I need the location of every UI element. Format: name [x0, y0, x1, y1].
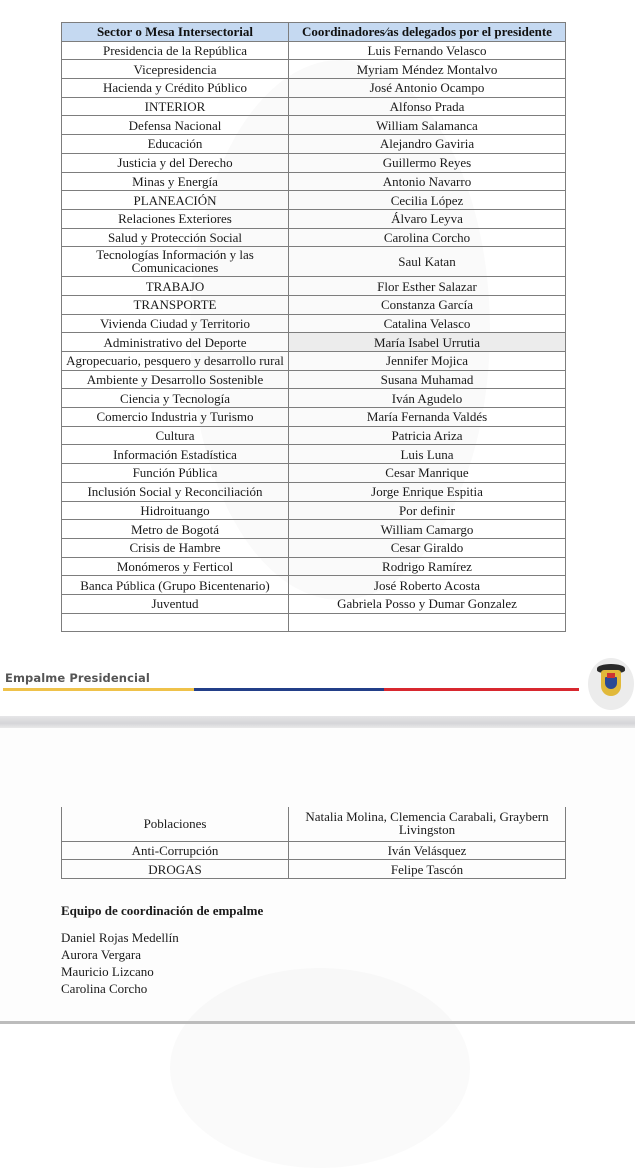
- sector-cell: Información Estadística: [62, 445, 289, 464]
- sector-cell: Crisis de Hambre: [62, 538, 289, 557]
- sector-cell: Minas y Energía: [62, 172, 289, 191]
- coordinators-table: [61, 22, 566, 632]
- sector-cell: Defensa Nacional: [62, 116, 289, 135]
- coordinator-cell: Iván Velásquez: [289, 841, 566, 860]
- sector-cell: Ambiente y Desarrollo Sostenible: [62, 370, 289, 389]
- coordinator-cell: Rodrigo Ramírez: [289, 557, 566, 576]
- sector-cell: Metro de Bogotá: [62, 520, 289, 539]
- table-header-row: [62, 23, 566, 42]
- coordinator-cell: José Antonio Ocampo: [289, 79, 566, 98]
- header-coordinator: Coordinadores⁄as delegados por el presidente: [289, 23, 566, 42]
- table-row: [62, 135, 566, 154]
- sector-cell: Vicepresidencia: [62, 60, 289, 79]
- coordinator-cell: Catalina Velasco: [289, 314, 566, 333]
- sector-cell: Poblaciones: [62, 807, 289, 841]
- table-row: [62, 501, 566, 520]
- coordinator-cell: Álvaro Leyva: [289, 209, 566, 228]
- coordinator-cell: Myriam Méndez Montalvo: [289, 60, 566, 79]
- team-member: Daniel Rojas Medellín: [61, 930, 179, 945]
- table-row: [62, 228, 566, 247]
- sector-cell: Inclusión Social y Reconciliación: [62, 482, 289, 501]
- coordinator-cell: Patricia Ariza: [289, 426, 566, 445]
- sector-cell: Vivienda Ciudad y Territorio: [62, 314, 289, 333]
- team-member-list: [61, 929, 179, 997]
- coordinator-cell: Iván Agudelo: [289, 389, 566, 408]
- coordinator-cell: María Fernanda Valdés: [289, 408, 566, 427]
- coordinator-cell: Luis Fernando Velasco: [289, 41, 566, 60]
- sector-cell: Juventud: [62, 594, 289, 613]
- coordinator-cell: Gabriela Posso y Dumar Gonzalez: [289, 594, 566, 613]
- team-member: Aurora Vergara: [61, 947, 142, 962]
- sector-cell: Presidencia de la República: [62, 41, 289, 60]
- table-row: [62, 153, 566, 172]
- table-row-empty: [62, 613, 566, 632]
- table-row: [62, 445, 566, 464]
- sector-cell: Comercio Industria y Turismo: [62, 408, 289, 427]
- table-row: [62, 408, 566, 427]
- coordinator-cell: William Salamanca: [289, 116, 566, 135]
- sector-cell: Ciencia y Tecnología: [62, 389, 289, 408]
- sector-cell: Relaciones Exteriores: [62, 209, 289, 228]
- coordinator-cell: Flor Esther Salazar: [289, 277, 566, 296]
- sector-cell: PLANEACIÓN: [62, 191, 289, 210]
- flag-stripe-yellow: [3, 688, 194, 691]
- sector-cell: INTERIOR: [62, 97, 289, 116]
- table-row: [62, 277, 566, 296]
- coordinator-cell: Antonio Navarro: [289, 172, 566, 191]
- table-row: [62, 172, 566, 191]
- coordinator-cell: Luis Luna: [289, 445, 566, 464]
- empty-cell: [289, 613, 566, 632]
- table-row: [62, 464, 566, 483]
- table-row: [62, 557, 566, 576]
- coordinator-cell: Por definir: [289, 501, 566, 520]
- table-row: [62, 807, 566, 841]
- table-row: [62, 295, 566, 314]
- table-row: [62, 860, 566, 879]
- colombia-coat-of-arms-icon: [588, 658, 634, 710]
- watermark-seal: [170, 968, 470, 1168]
- empty-cell: [62, 613, 289, 632]
- seal-shield: [601, 670, 621, 696]
- table-row: [62, 116, 566, 135]
- sector-cell: Hacienda y Crédito Público: [62, 79, 289, 98]
- flag-stripe-red: [384, 688, 579, 691]
- table-row: [62, 594, 566, 613]
- table-row: [62, 352, 566, 371]
- sector-cell: Educación: [62, 135, 289, 154]
- sector-cell: Justicia y del Derecho: [62, 153, 289, 172]
- sector-cell: Hidroituango: [62, 501, 289, 520]
- sector-cell: Agropecuario, pesquero y desarrollo rural: [62, 352, 289, 371]
- table-row: [62, 389, 566, 408]
- coordinator-cell: María Isabel Urrutia: [289, 333, 566, 352]
- table-row: [62, 97, 566, 116]
- table-row: [62, 191, 566, 210]
- header-sector: Sector o Mesa Intersectorial: [62, 23, 289, 42]
- coordinator-cell: Jorge Enrique Espitia: [289, 482, 566, 501]
- coordinator-cell: Carolina Corcho: [289, 228, 566, 247]
- coordinator-cell: Felipe Tascón: [289, 860, 566, 879]
- coordinator-cell: Susana Muhamad: [289, 370, 566, 389]
- sector-cell: Tecnologías Información y las Comunicaciones: [62, 247, 289, 277]
- coordinator-cell: José Roberto Acosta: [289, 576, 566, 595]
- coordinator-cell: Natalia Molina, Clemencia Carabali, Graybern Livingston: [289, 807, 566, 841]
- sector-cell: DROGAS: [62, 860, 289, 879]
- sector-cell: TRABAJO: [62, 277, 289, 296]
- table-row: [62, 482, 566, 501]
- page-separator: [0, 716, 635, 728]
- coordinator-cell: Alfonso Prada: [289, 97, 566, 116]
- coordinator-cell: Alejandro Gaviria: [289, 135, 566, 154]
- sector-cell: Función Pública: [62, 464, 289, 483]
- sector-cell: Salud y Protección Social: [62, 228, 289, 247]
- table-row: [62, 841, 566, 860]
- sector-cell: Banca Pública (Grupo Bicentenario): [62, 576, 289, 595]
- flag-stripe-blue: [194, 688, 384, 691]
- seal-shield-blue: [605, 677, 617, 689]
- table-row: [62, 520, 566, 539]
- coordinators-table-continued: [61, 807, 566, 879]
- table-row: [62, 538, 566, 557]
- table-row: [62, 247, 566, 277]
- coordinator-cell: Constanza García: [289, 295, 566, 314]
- table-row: [62, 209, 566, 228]
- table-row: [62, 576, 566, 595]
- team-section-title: Equipo de coordinación de empalme: [61, 903, 264, 918]
- coordinator-cell: Cesar Manrique: [289, 464, 566, 483]
- table-row: [62, 370, 566, 389]
- sector-cell: Cultura: [62, 426, 289, 445]
- coordinator-cell: Guillermo Reyes: [289, 153, 566, 172]
- coordinator-cell: Cesar Giraldo: [289, 538, 566, 557]
- sector-cell: TRANSPORTE: [62, 295, 289, 314]
- page-header-title: Empalme Presidencial: [5, 671, 150, 685]
- coordinator-cell: Cecilia López: [289, 191, 566, 210]
- seal-shield-red: [607, 673, 615, 678]
- team-member: Mauricio Lizcano: [61, 964, 154, 979]
- coordinator-cell: Jennifer Mojica: [289, 352, 566, 371]
- table-row: [62, 314, 566, 333]
- table-row: [62, 41, 566, 60]
- table-row: [62, 426, 566, 445]
- table-row: [62, 79, 566, 98]
- sector-cell: Anti-Corrupción: [62, 841, 289, 860]
- coordinator-cell: William Camargo: [289, 520, 566, 539]
- table-row: [62, 333, 566, 352]
- table-row: [62, 60, 566, 79]
- coordinator-cell: Saul Katan: [289, 247, 566, 277]
- sector-cell: Administrativo del Deporte: [62, 333, 289, 352]
- sector-cell: Monómeros y Ferticol: [62, 557, 289, 576]
- team-member: Carolina Corcho: [61, 981, 148, 996]
